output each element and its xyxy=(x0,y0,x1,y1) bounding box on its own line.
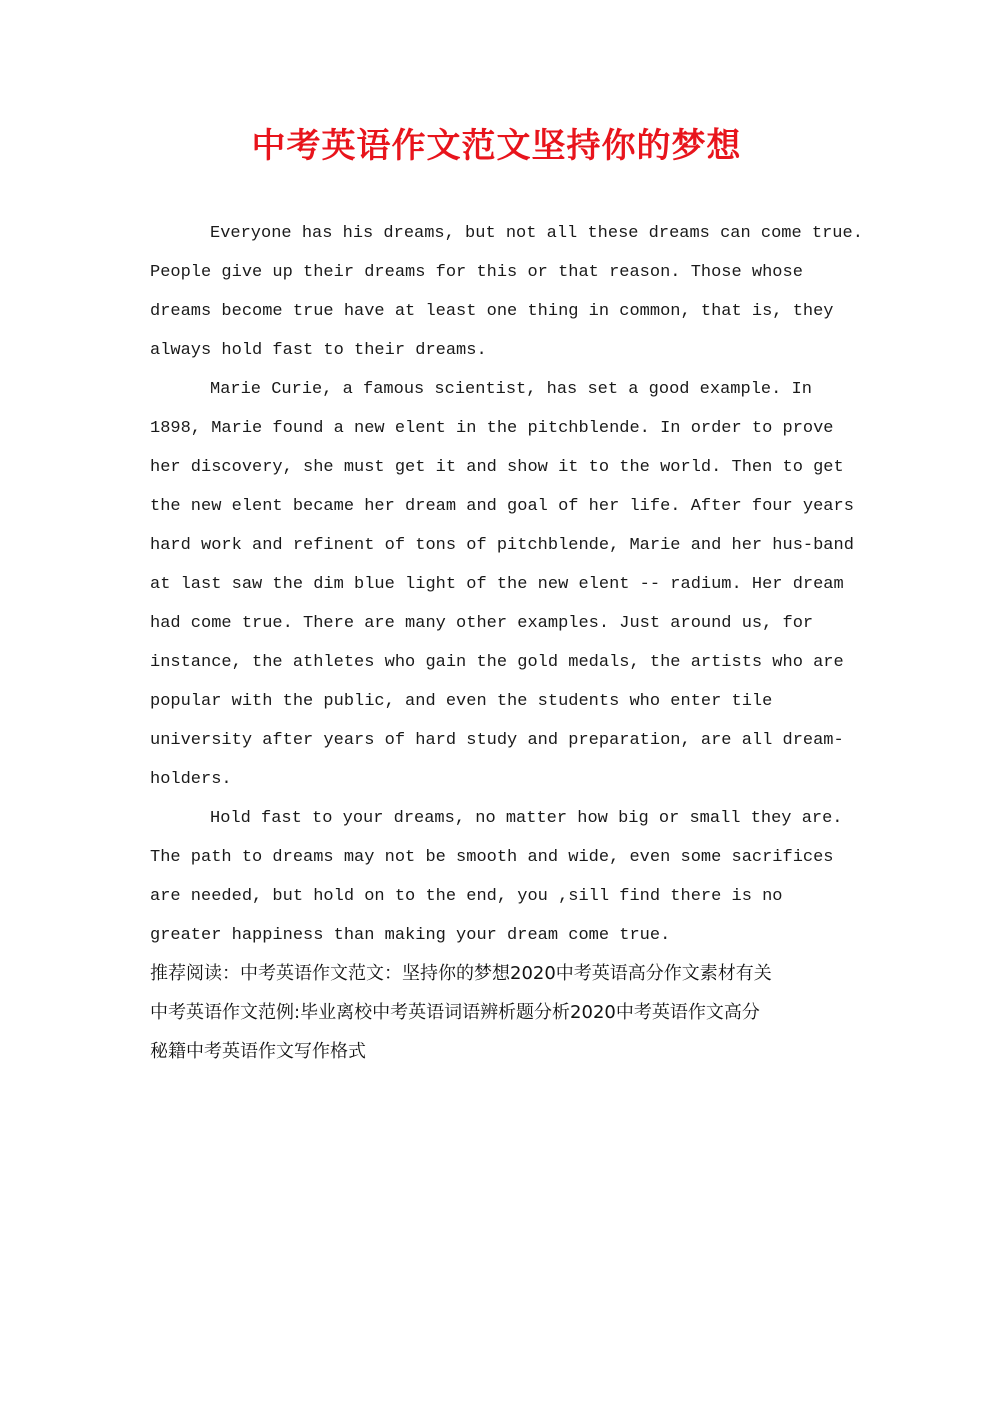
paragraph-line: holders. xyxy=(150,770,232,789)
paragraph-line: always hold fast to their dreams. xyxy=(150,341,487,360)
paragraph-1 xyxy=(150,214,863,370)
paragraph-line: hard work and refinent of tons of pitchblende, Marie and her hus-band xyxy=(150,536,854,555)
paragraph-line: The path to dreams may not be smooth and wide, even some sacrifices xyxy=(150,848,834,867)
paragraph-line: People give up their dreams for this or that reason. Those whose xyxy=(150,263,803,282)
related-reading-line: 推荐阅读：中考英语作文范文：坚持你的梦想2020中考英语高分作文素材有关 xyxy=(150,963,772,984)
paragraph-line: instance, the athletes who gain the gold medals, the artists who are xyxy=(150,653,844,672)
paragraph-line: dreams become true have at least one thing in common, that is, they xyxy=(150,302,834,321)
related-reading-line: 秘籍中考英语作文写作格式 xyxy=(150,1041,366,1062)
paragraph-line: are needed, but hold on to the end, you ,sill find there is no xyxy=(150,887,783,906)
essay-body xyxy=(150,214,863,955)
related-reading xyxy=(150,954,850,1071)
paragraph-line: greater happiness than making your dream come true. xyxy=(150,926,671,945)
paragraph-line: popular with the public, and even the students who enter tile xyxy=(150,692,773,711)
paragraph-3 xyxy=(150,799,845,955)
paragraph-line: university after years of hard study and preparation, are all dream- xyxy=(150,731,844,750)
paragraph-2 xyxy=(150,370,854,799)
paragraph-line: her discovery, she must get it and show it to the world. Then to get xyxy=(150,458,844,477)
paragraph-line: Everyone has his dreams, but not all these dreams can come true. xyxy=(210,224,863,243)
paragraph-line: had come true. There are many other examples. Just around us, for xyxy=(150,614,814,633)
paragraph-line: the new elent became her dream and goal of her life. After four years xyxy=(150,497,854,516)
paragraph-line: Marie Curie, a famous scientist, has set a good example. In xyxy=(210,380,812,399)
related-reading-line: 中考英语作文范例:毕业离校中考英语词语辨析题分析2020中考英语作文高分 xyxy=(150,1002,760,1023)
document-title: 中考英语作文范文坚持你的梦想 xyxy=(251,126,742,166)
paragraph-line: Hold fast to your dreams, no matter how big or small they are. xyxy=(210,809,843,828)
paragraph-line: 1898, Marie found a new elent in the pitchblende. In order to prove xyxy=(150,419,834,438)
paragraph-line: at last saw the dim blue light of the new elent -- radium. Her dream xyxy=(150,575,844,594)
